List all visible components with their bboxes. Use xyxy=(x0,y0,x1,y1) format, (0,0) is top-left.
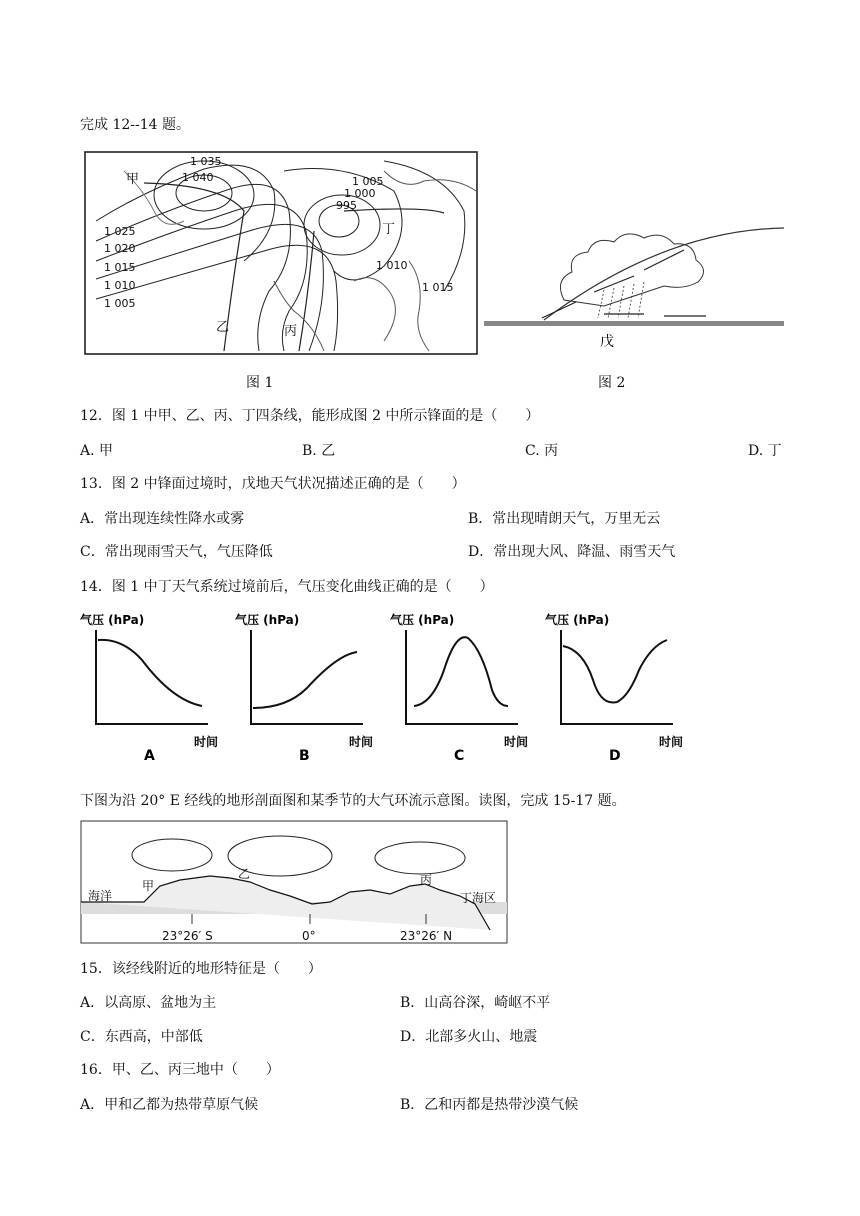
fig3-label-jia: 甲 xyxy=(142,879,155,893)
intro-text: 完成 12--14 题。 xyxy=(80,117,190,133)
fig1-label-bing: 丙 xyxy=(284,324,298,339)
q15-option-d[interactable]: D．北部多火山、地震 xyxy=(400,1029,538,1045)
curve-option-label: B xyxy=(299,748,310,764)
q13-option-b[interactable]: B．常出现晴朗天气，万里无云 xyxy=(468,511,661,527)
svg-text:1 015: 1 015 xyxy=(422,281,454,294)
curve-panel-c[interactable] xyxy=(390,612,528,764)
fig3-tick-north: 23°26′ N xyxy=(400,929,453,943)
svg-text:1 010: 1 010 xyxy=(376,259,408,272)
q15-option-b[interactable]: B．山高谷深，崎岖不平 xyxy=(400,995,551,1011)
fig1-label-yi: 乙 xyxy=(216,320,230,335)
fig3-tick-south: 23°26′ S xyxy=(162,929,213,943)
q12-option-d[interactable]: D. 丁 xyxy=(748,443,782,459)
curve-xlabel: 时间 xyxy=(504,735,529,749)
curve-ylabel: 气压 (hPa) xyxy=(235,613,300,627)
fig1-label-jia: 甲 xyxy=(126,172,140,187)
svg-text:1 025: 1 025 xyxy=(104,225,136,238)
curve-xlabel: 时间 xyxy=(349,735,374,749)
q16-stem: 16．甲、乙、丙三地中（ ） xyxy=(80,1062,280,1078)
curve-option-label: A xyxy=(144,748,155,764)
fig1-label-ding: 丁 xyxy=(382,222,396,237)
q16-option-b[interactable]: B．乙和丙都是热带沙漠气候 xyxy=(400,1097,579,1113)
pressure-curve xyxy=(414,637,508,706)
q12-stem: 12．图 1 中甲、乙、丙、丁四条线，能形成图 2 中所示锋面的是（ ） xyxy=(80,408,540,424)
curve-xlabel: 时间 xyxy=(194,735,219,749)
fig3-label-yi: 乙 xyxy=(238,867,251,881)
figure-1-isobar-map xyxy=(84,151,478,355)
svg-text:1 000: 1 000 xyxy=(344,187,376,200)
svg-text:1 035: 1 035 xyxy=(190,155,222,168)
q14-stem: 14．图 1 中丁天气系统过境前后，气压变化曲线正确的是（ ） xyxy=(80,579,494,595)
intro2-text: 下图为沿 20° E 经线的地形剖面图和某季节的大气环流示意图。读图，完成 15-17 题。 xyxy=(80,793,626,809)
curve-panel-b[interactable] xyxy=(235,612,373,764)
svg-text:1 005: 1 005 xyxy=(352,175,384,188)
q13-option-d[interactable]: D．常出现大风、降温、雨雪天气 xyxy=(468,544,676,560)
q16-option-a[interactable]: A．甲和乙都为热带草原气候 xyxy=(80,1097,259,1113)
curve-panel-a[interactable] xyxy=(80,612,218,764)
fig2-label-wu: 戊 xyxy=(600,334,614,350)
curve-option-label: D xyxy=(609,748,621,764)
svg-text:1 020: 1 020 xyxy=(104,242,136,255)
fig3-tick-equator: 0° xyxy=(302,929,316,943)
fig3-sea-right: 丁海区 xyxy=(460,891,497,905)
figure-1-caption: 图 1 xyxy=(246,375,274,391)
figure-2-front-diagram xyxy=(484,210,784,355)
curve-ylabel: 气压 (hPa) xyxy=(80,613,145,627)
pressure-curve xyxy=(563,640,667,703)
curve-ylabel: 气压 (hPa) xyxy=(545,613,610,627)
q13-option-a[interactable]: A．常出现连续性降水或雾 xyxy=(80,511,245,527)
curve-xlabel: 时间 xyxy=(659,735,684,749)
curve-panel-d[interactable] xyxy=(545,612,683,764)
curve-ylabel: 气压 (hPa) xyxy=(390,613,455,627)
svg-text:1 040: 1 040 xyxy=(182,171,214,184)
svg-text:1 010: 1 010 xyxy=(104,279,136,292)
q15-stem: 15．该经线附近的地形特征是（ ） xyxy=(80,961,322,977)
q12-option-b[interactable]: B. 乙 xyxy=(302,443,336,459)
pressure-curve-options xyxy=(78,610,698,770)
fig3-sea-left: 海洋 xyxy=(88,889,113,903)
svg-text:1 015: 1 015 xyxy=(104,261,136,274)
pressure-curve xyxy=(253,652,357,708)
curve-option-label: C xyxy=(454,748,465,764)
q13-option-c[interactable]: C．常出现雨雪天气，气压降低 xyxy=(80,544,273,560)
terrain-profile-figure xyxy=(80,820,510,945)
q15-option-c[interactable]: C．东西高，中部低 xyxy=(80,1029,203,1045)
q12-option-c[interactable]: C. 丙 xyxy=(525,443,559,459)
q15-option-a[interactable]: A．以高原、盆地为主 xyxy=(80,995,217,1011)
figure-2-caption: 图 2 xyxy=(598,375,626,391)
svg-text:1 005: 1 005 xyxy=(104,297,136,310)
svg-text:995: 995 xyxy=(336,199,357,212)
pressure-curve xyxy=(98,640,202,706)
q12-option-a[interactable]: A. 甲 xyxy=(80,443,114,459)
fig3-label-bing: 丙 xyxy=(420,873,433,887)
q13-stem: 13．图 2 中锋面过境时，戊地天气状况描述正确的是（ ） xyxy=(80,476,466,492)
